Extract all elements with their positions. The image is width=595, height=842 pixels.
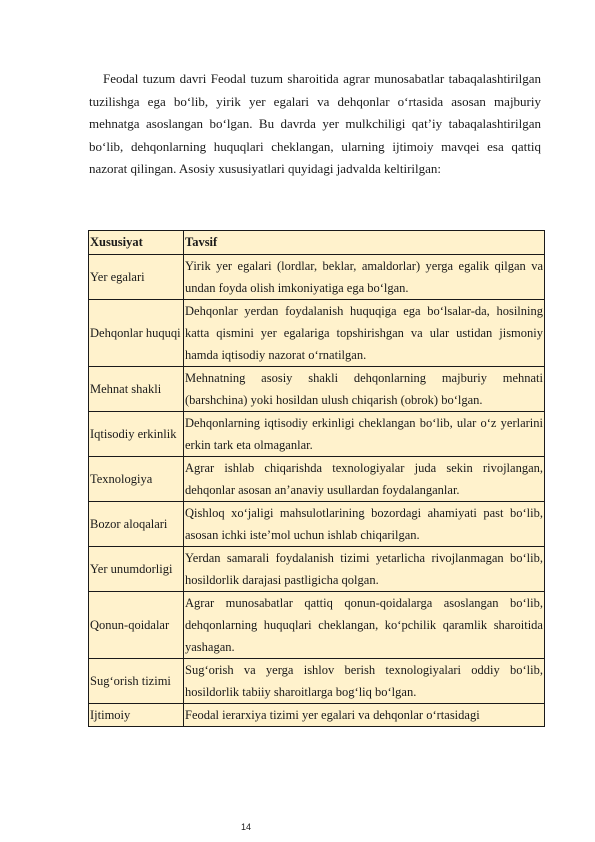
description-cell: Dehqonlar yerdan foydalanish huquqiga ega bo‘lsalar-da, hosilning katta qismini yer egalariga topshirishgan va ular ustidan jismoniy hamda iqtisodiy nazorat o‘rnatilgan.: [184, 300, 545, 367]
description-cell: Yirik yer egalari (lordlar, beklar, amaldorlar) yerga egalik qilgan va undan foyda olish imkoniyatiga ega bo‘lgan.: [184, 255, 545, 300]
table-row: [89, 255, 545, 300]
header-cell-feature: Xususiyat: [89, 231, 184, 255]
table-row: [89, 704, 545, 727]
table-row: [89, 300, 545, 367]
feature-cell: Texnologiya: [89, 457, 184, 502]
table-row: [89, 367, 545, 412]
description-cell: Feodal ierarxiya tizimi yer egalari va dehqonlar o‘rtasidagi: [184, 704, 545, 727]
table-header-row: [89, 231, 545, 255]
description-cell: Sug‘orish va yerga ishlov berish texnologiyalari oddiy bo‘lib, hosildorlik tabiiy sharoitlarga bog‘liq bo‘lgan.: [184, 659, 545, 704]
table-row: [89, 457, 545, 502]
header-cell-description: Tavsif: [184, 231, 545, 255]
page-number: 14: [241, 822, 252, 832]
description-cell: Qishloq xo‘jaligi mahsulotlarining bozordagi ahamiyati past bo‘lib, asosan ichki iste’mol uchun ishlab chiqarilgan.: [184, 502, 545, 547]
description-cell: Agrar munosabatlar qattiq qonun-qoidalarga asoslangan bo‘lib, dehqonlarning huquqlari cheklangan, ko‘pchilik qaramlik sharoitida yashagan.: [184, 592, 545, 659]
feature-cell: Yer unumdorligi: [89, 547, 184, 592]
description-cell: Agrar ishlab chiqarishda texnologiyalar juda sekin rivojlangan, dehqonlar asosan an’anaviy usullardan foydalanganlar.: [184, 457, 545, 502]
description-cell: Yerdan samarali foydalanish tizimi yetarlicha rivojlanmagan bo‘lib, hosildorlik darajasi pastligicha qolgan.: [184, 547, 545, 592]
description-cell: Dehqonlarning iqtisodiy erkinligi cheklangan bo‘lib, ular o‘z yerlarini erkin tark eta olmaganlar.: [184, 412, 545, 457]
description-cell: Mehnatning asosiy shakli dehqonlarning majburiy mehnati (barshchina) yoki hosildan ulush chiqarish (obrok) bo‘lgan.: [184, 367, 545, 412]
feature-cell: Dehqonlar huquqi: [89, 300, 184, 367]
table-row: [89, 547, 545, 592]
table-row: [89, 592, 545, 659]
feature-cell: Ijtimoiy: [89, 704, 184, 727]
feature-cell: Yer egalari: [89, 255, 184, 300]
feature-cell: Mehnat shakli: [89, 367, 184, 412]
table-row: [89, 412, 545, 457]
table-row: [89, 502, 545, 547]
features-table: [88, 230, 545, 727]
feature-cell: Bozor aloqalari: [89, 502, 184, 547]
feature-cell: Iqtisodiy erkinlik: [89, 412, 184, 457]
feature-cell: Qonun-qoidalar: [89, 592, 184, 659]
feature-cell: Sug‘orish tizimi: [89, 659, 184, 704]
table-row: [89, 659, 545, 704]
intro-paragraph: Feodal tuzum davri Feodal tuzum sharoitida agrar munosabatlar tabaqalashtirilgan tuzilishga ega bo‘lib, yirik yer egalari va dehqonlar o‘rtasida asosan majburiy mehnatga asoslangan bo‘lgan. Bu davrda yer mulkchiligi qat’iy tabaqalashtirilgan bo‘lib, dehqonlarning huquqlari cheklangan, ularning ijtimoiy mavqei esa qattiq nazorat qilingan. Asosiy xususiyatlari quyidagi jadvalda keltirilgan:: [89, 71, 541, 176]
